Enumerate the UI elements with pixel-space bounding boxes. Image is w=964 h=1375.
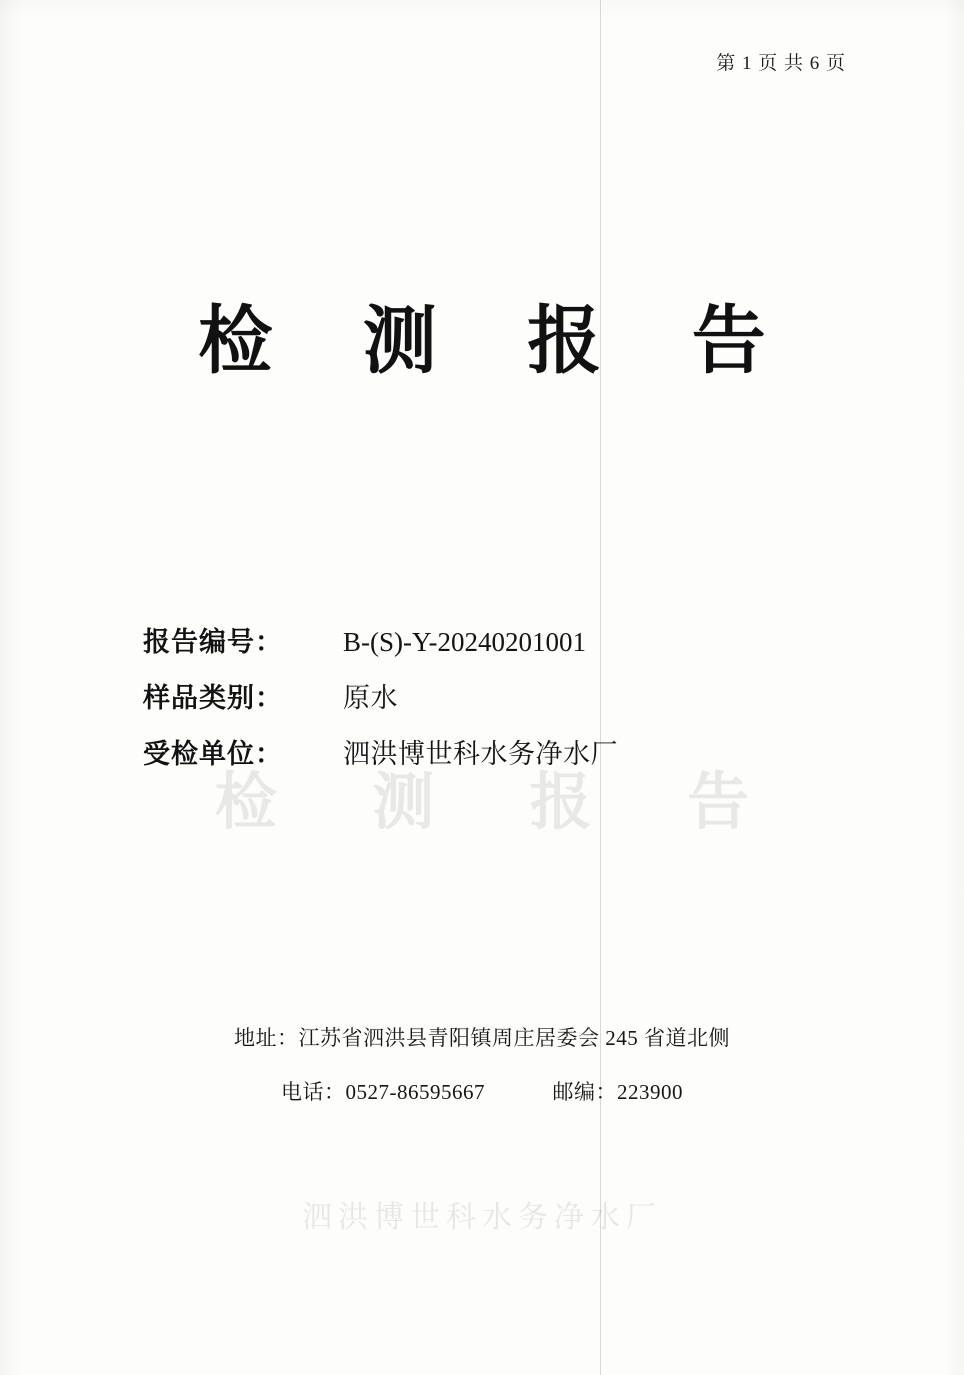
footer-postcode: 邮编：223900 [552, 1080, 683, 1104]
watermark-organization: 泗洪博世科水务净水厂 [302, 1201, 662, 1234]
page-footer [0, 1022, 964, 1106]
footer-address: 地址：江苏省泗洪县青阳镇周庄居委会 245 省道北侧 [234, 1026, 730, 1050]
watermark-title: 检 测 报 告 [214, 769, 790, 837]
inspected-unit-value: 泗洪博世科水务净水厂 [343, 739, 618, 769]
footer-phone: 电话：0527-86595667 [281, 1080, 485, 1104]
report-field-list [143, 620, 843, 788]
report-number-value: B-(S)-Y-20240201001 [343, 627, 586, 657]
field-row-sample-type [143, 676, 843, 718]
page-indicator: 第 1 页 共 6 页 [716, 53, 846, 74]
field-row-inspected-unit [143, 732, 843, 774]
sample-type-label: 样品类别： [143, 683, 283, 713]
field-row-report-number [143, 620, 843, 662]
page-title: 检 测 报 告 [198, 301, 802, 383]
inspected-unit-label: 受检单位： [143, 739, 283, 769]
sample-type-value: 原水 [343, 683, 398, 713]
report-number-label: 报告编号： [143, 627, 283, 657]
footer-contact-line [0, 1076, 964, 1106]
